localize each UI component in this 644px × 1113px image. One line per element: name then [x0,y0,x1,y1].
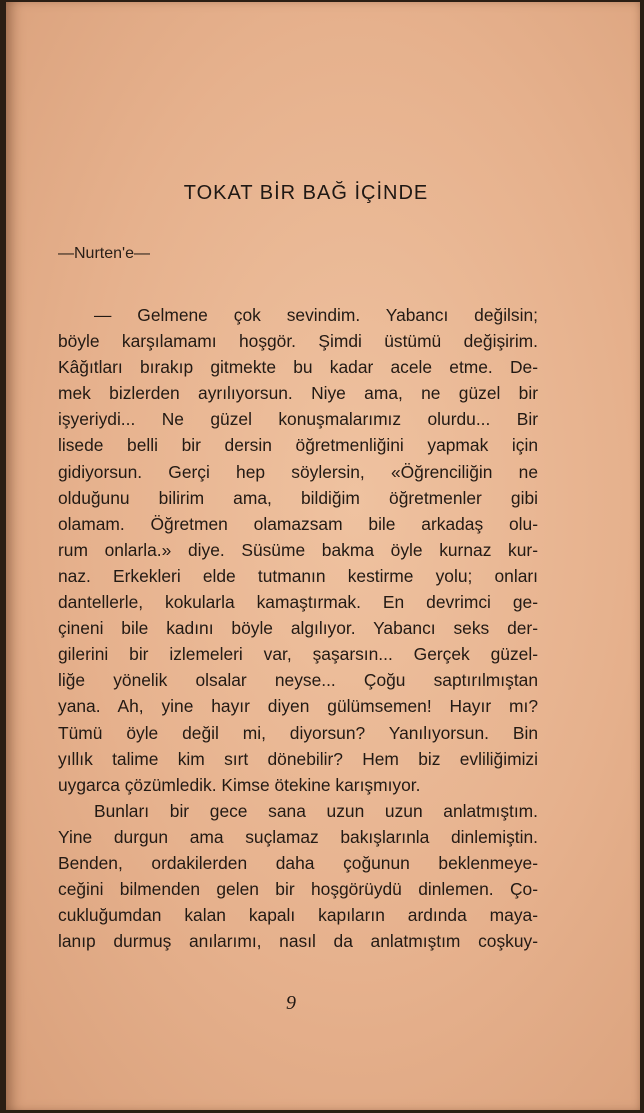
text-line: olduğunu bilirim ama, bildiğim öğretmenler gibi [58,487,538,508]
text-line: liğe yönelik olsalar neyse... Çoğu saptırılmıştan [58,670,538,691]
text-line: dantellerle, kokularla kamaştırmak. En devrimci ge- [58,592,538,613]
page-number: 9 [286,992,296,1014]
text-line: Bunları bir gece sana uzun uzun anlatmıştım. [94,800,538,821]
dedication: —Nurten'e— [58,245,150,262]
text-line: işyeriydi... Ne güzel konuşmalarımız olurdu... Bir [58,409,538,430]
text-line: uygarca çözümledik. Kimse ötekine karışmıyor. [58,774,421,795]
text-line: gidiyorsun. Gerçi hep söylersin, «Öğrenciliğin ne [58,461,538,482]
text-line: ceğini bilmenden gelen bir hoşgörüydü dinlemen. Ço- [58,879,538,900]
text-line: mek bizlerden ayrılıyorsun. Niye ama, ne güzel bir [58,383,538,404]
text-line: yıllık talime kim sırt dönebilir? Hem biz evliliğimizi [58,748,538,769]
text-line: gilerini bir izlemeleri var, şaşarsın... Gerçek güzel- [58,644,538,665]
text-line: naz. Erkekleri elde tutmanın kestirme yolu; onları [58,565,538,586]
text-line: olamam. Öğretmen olamazsam bile arkadaş olu- [58,513,538,534]
text-line: çineni bile kadını böyle algılıyor. Yabancı seks der- [58,618,538,639]
text-line: — Gelmene çok sevindim. Yabancı değilsin; [94,305,538,325]
text-line: Benden, ordakilerden daha çoğunun beklenmeye- [58,852,538,873]
text-line: rum onlarla.» diye. Süsüme bakma öyle kurnaz kur- [58,539,538,560]
chapter-title: TOKAT BİR BAĞ İÇİNDE [183,182,429,204]
text-line: Yine durgun ama suçlamaz bakışlarınla dinlemiştin. [58,826,538,847]
body-text [58,302,538,954]
text-line: lanıp durmuş anılarımı, nasıl da anlatmıştım coşkuy- [58,931,538,952]
text-line: cukluğumdan kalan kapalı kapıların ardında maya- [58,905,538,926]
text-line: lisede belli bir dersin öğretmenliğini yapmak için [58,435,538,456]
text-line: böyle karşılamamı hoşgör. Şimdi üstümü değişirim. [58,331,538,352]
book-page [6,2,640,1110]
text-line: yana. Ah, yine hayır diyen gülümsemen! Hayır mı? [58,696,538,717]
text-line: Tümü öyle değil mi, diyorsun? Yanılıyorsun. Bin [58,722,538,743]
text-line: Kâğıtları bırakıp gitmekte bu kadar acele etme. De- [58,357,538,378]
